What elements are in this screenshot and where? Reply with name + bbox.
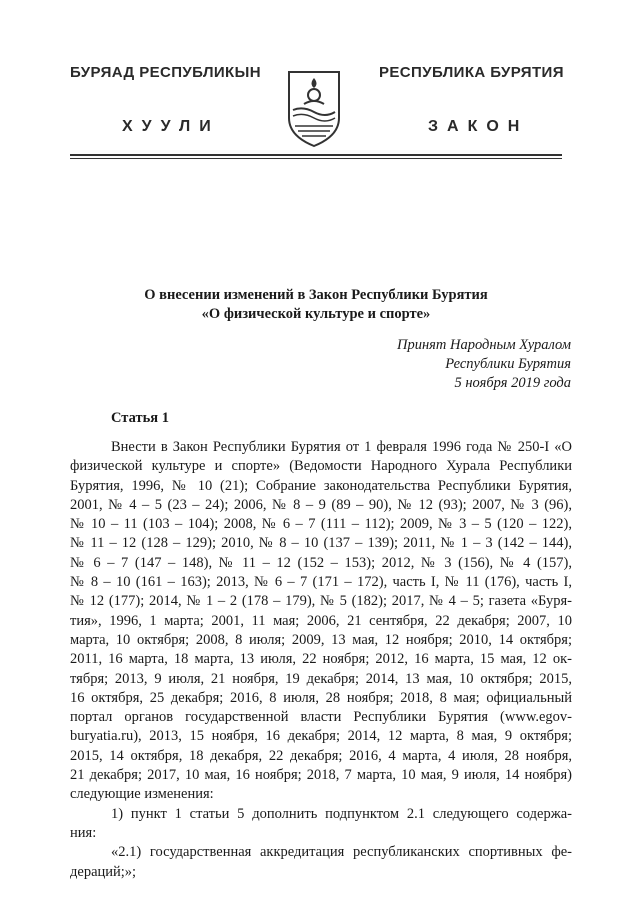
body-line: физической культуре и спорте» (Ведомости Народного Хурала Республики [70,458,572,475]
law-title [60,286,572,324]
header-left-doc-type: ХУУЛИ [122,118,220,135]
law-title-line: «О физической культуре и спорте» [201,306,431,322]
header-right-doc-type: ЗАКОН [428,118,529,135]
header-right-republic-name: РЕСПУБЛИКА БУРЯТИЯ [379,64,564,81]
body-line: Внести в Закон Республики Бурятия от 1 февраля 1996 года № 250-I «О [111,439,572,455]
body-line: 16 октября, 25 декабря; 2016, 8 июля, 28 ноября; 2018, 8 мая; официальный [70,689,572,706]
body-line: № 10 – 11 (103 – 104); 2008, № 6 – 7 (111 – 112); 2009, № 3 – 5 (120 – 122), [70,516,572,533]
body-line: Бурятия, 1996, № 10 (21); Собрание законодательства Республики Бурятия, [70,477,572,494]
header-left-republic-name: БУРЯАД РЕСПУБЛИКЫН [70,64,261,81]
body-line: тября; 2013, 9 июля, 21 ноября, 19 декабря; 2014, 13 мая, 10 октября; 2015, [70,670,572,687]
adoption-note-line: Принят Народным Хуралом [396,337,571,353]
body-line: следующие изменения: [70,786,214,803]
header-rule-thick [70,154,562,156]
body-line: 21 декабря; 2017, 10 мая, 16 ноября; 2018, 7 марта, 10 мая, 9 июля, 14 ноября) [70,767,572,784]
article-heading: Статья 1 [111,410,169,426]
adoption-date: 5 ноября 2019 года [454,375,571,391]
body-line: № 6 – 7 (147 – 148), № 11 – 12 (152 – 153); 2012, № 3 (156), № 4 (157), [70,554,572,571]
body-line: 2015, 14 октября, 18 декабря, 22 декабря; 2016, 4 марта, 4 июля, 28 ноября, [70,747,572,764]
amendment-line: ния: [70,824,97,841]
body-line: buryatia.ru), 2013, 15 ноября, 16 декабря; 2014, 12 марта, 8 мая, 9 октября; [70,728,572,745]
adoption-note [397,336,571,393]
body-line: № 12 (177); 2014, № 1 – 2 (178 – 179), № 5 (182); 2017, № 4 – 5; газета «Буря- [70,593,572,610]
amendment-line: дераций;»; [70,863,137,880]
law-title-line: О внесении изменений в Закон Республики Бурятия [144,287,488,303]
article-body [70,438,572,882]
body-line: № 11 – 12 (128 – 129); 2010, № 8 – 10 (137 – 139); 2011, № 1 – 3 (142 – 144), [70,535,572,552]
body-line: 2001, № 4 – 5 (23 – 24); 2006, № 8 – 9 (89 – 90), № 12 (93); 2007, № 3 (96), [70,496,572,513]
adoption-note-line: Республики Бурятия [445,356,571,372]
coat-of-arms-icon [285,66,343,148]
amendment-line: «2.1) государственная аккредитация республиканских спортивных фе- [111,844,572,861]
body-line: тия», 1996, 1 марта; 2001, 11 мая; 2006, 21 сентября, 22 декабря; 2007, 10 [70,612,572,629]
body-line: портал органов государственной власти Республики Бурятия (www.egov- [70,709,572,726]
amendment-line: 1) пункт 1 статьи 5 дополнить подпунктом 2.1 следующего содержа- [111,805,572,822]
header-rule-thin [70,158,562,159]
body-line: № 8 – 10 (161 – 163); 2013, № 6 – 7 (171 – 172), часть I, № 11 (176), часть I, [70,574,572,591]
body-line: 2011, 16 марта, 18 марта, 13 июля, 22 ноября; 2012, 16 марта, 15 мая, 12 ок- [70,651,572,668]
body-line: марта, 10 октября; 2008, 8 июля; 2009, 13 мая, 12 ноября; 2010, 14 октября; [70,631,572,648]
